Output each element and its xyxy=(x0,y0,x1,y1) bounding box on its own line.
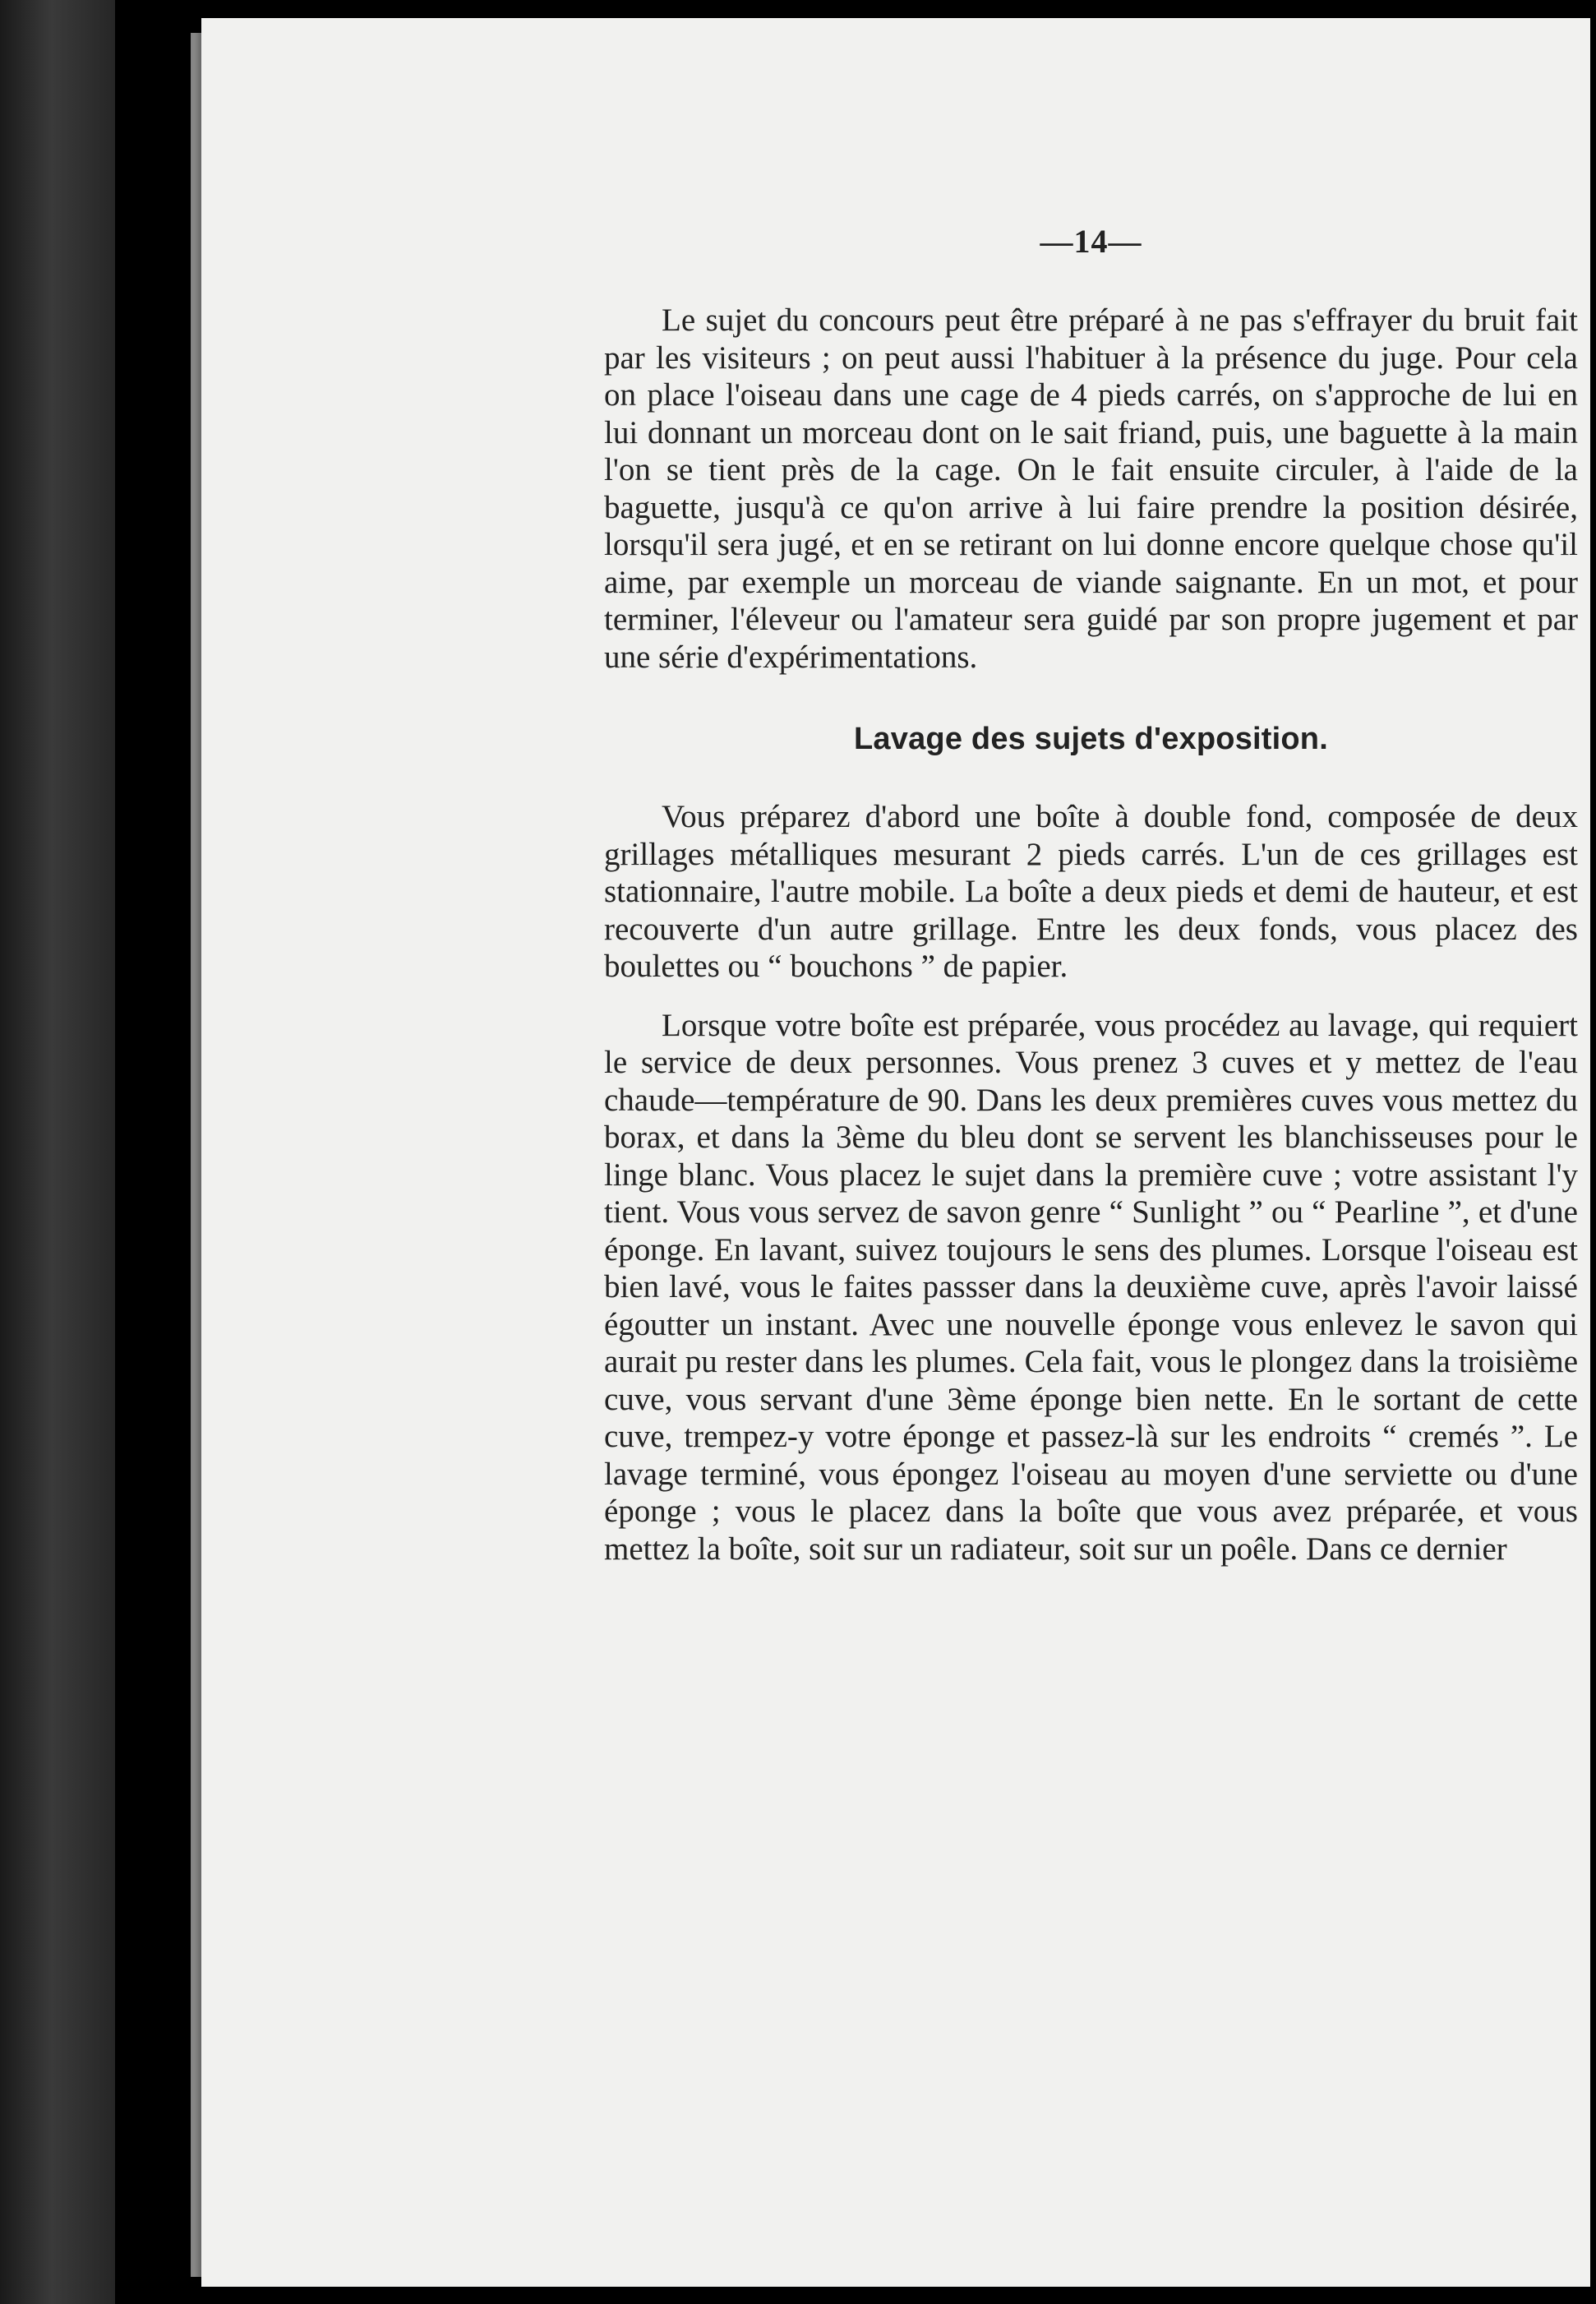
section-paragraph-1: Vous préparez d'abord une boîte à double fond, composée de deux grillages métalliques mesurant 2 pieds carrés. L'un de ces grillages est stationnaire, l'autre mobile. La boîte a deux pieds et demi de hauteur, et est recouverte d'un autre grillage. Entre les deux fonds, vous placez des boulettes ou “ bouchons ” de papier. xyxy=(604,799,1578,984)
section-heading: Lavage des sujets d'exposition. xyxy=(854,722,1328,756)
intro-paragraph: Le sujet du concours peut être préparé à ne pas s'effrayer du bruit fait par les visiteurs ; on peut aussi l'habituer à la présence du juge. Pour cela on place l'oiseau dans une cage de 4 pieds carrés, on s'approche de lui en lui donnant un morceau dont on le sait friand, puis, une baguette à la main l'on se tient près de la cage. On le fait ensuite circuler, à l'aide de la baguette, jusqu'à ce qu'on arrive à lui faire prendre la position désirée, lorsqu'il sera jugé, et en se retirant on lui donne encore quelque chose qu'il aime, par exemple un morceau de viande saignante. En un mot, et pour terminer, l'éleveur ou l'amateur sera guidé par son propre jugement et par une série d'expérimentations. xyxy=(604,302,1578,675)
section-paragraph-2: Lorsque votre boîte est préparée, vous procédez au lavage, qui requiert le service de deux personnes. Vous prenez 3 cuves et y mettez de l'eau chaude—température de 90. Dans les deux premières cuves vous mettez du borax, et dans la 3ème du bleu dont se servent les blanchisseuses pour le linge blanc. Vous placez le sujet dans la première cuve ; votre assistant l'y tient. Vous vous servez de savon genre “ Sunlight ” ou “ Pearline ”, et d'une éponge. En lavant, suivez toujours le sens des plumes. Lorsque l'oiseau est bien lavé, vous le faites passser dans la deuxième cuve, après l'avoir laissé égoutter un instant. Avec une nouvelle éponge vous enlevez le savon qui aurait pu rester dans les plumes. Cela fait, vous le plongez dans la troisième cuve, vous servant d'une 3ème éponge bien nette. En le sortant de cette cuve, trempez-y votre éponge et passez-là sur les endroits “ cremés ”. Le lavage terminé, vous épongez l'oiseau au moyen d'une serviette ou d'une éponge ; vous le placez dans la boîte que vous avez préparée, et vous mettez la boîte, soit sur un radiateur, soit sur un poêle. Dans ce dernier xyxy=(604,1007,1578,1567)
page-number: —14— xyxy=(1040,223,1142,260)
film-edge xyxy=(0,0,115,2304)
page-content xyxy=(604,222,1578,1568)
